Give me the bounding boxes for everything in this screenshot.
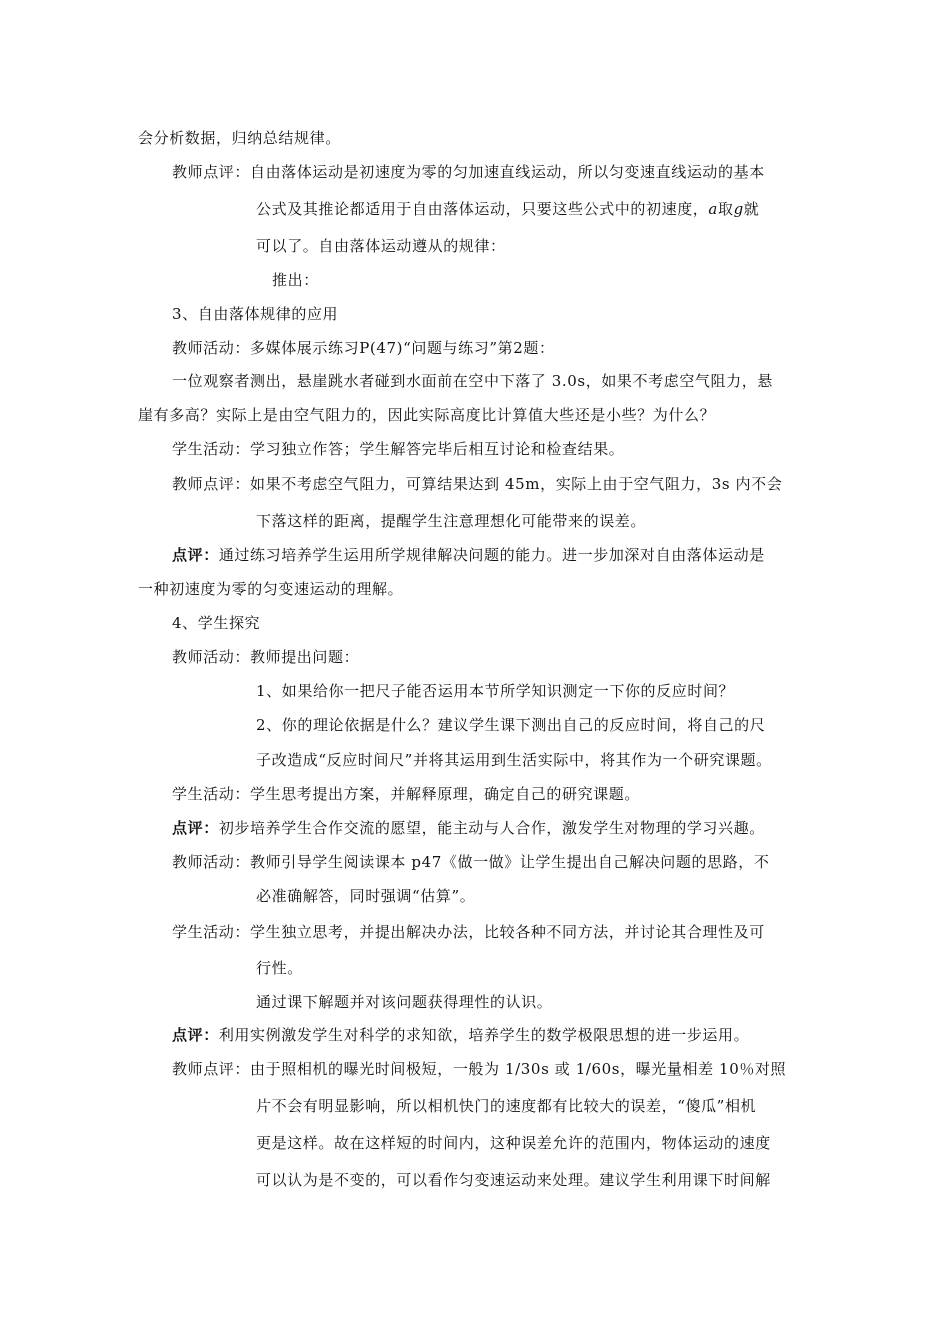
math-variable: a [708,200,718,218]
text-line: 会分析数据，归纳总结规律。 [138,129,341,147]
text-line: 子改造成“反应时间尺”并将其运用到生活实际中，将其作为一个研究课题。 [256,751,772,769]
speaker-label: 教师点评： [172,1060,251,1078]
comment-label: 点评： [172,546,219,564]
text-line: 教师活动：多媒体展示练习P(47)“问题与练习”第2题： [172,339,555,357]
comment-label: 点评： [172,1026,219,1044]
text-line: 推出： [272,271,319,289]
list-item: 1、如果给你一把尺子能否运用本节所学知识测定一下你的反应时间？ [256,682,735,700]
speaker-label: 教师点评： [172,163,251,181]
list-item: 2、你的理论依据是什么？建议学生课下测出自己的反应时间，将自己的尺 [256,716,766,734]
text-line: 可以了。自由落体运动遵从的规律： [256,237,506,255]
section-heading: 4、学生探究 [172,614,261,632]
text-line: 可以认为是不变的，可以看作匀变速运动来处理。建议学生利用课下时间解 [256,1171,771,1189]
text-line: 点评：通过练习培养学生运用所学规律解决问题的能力。进一步加深对自由落体运动是 [172,546,765,564]
text-line: 通过课下解题并对该问题获得理性的认识。 [256,993,553,1011]
text-line: 必准确解答，同时强调“估算”。 [256,887,476,905]
speaker-label: 学生活动： [172,923,251,941]
comment-label: 点评： [172,819,219,837]
section-heading: 3、自由落体规律的应用 [172,305,339,323]
text-line: 下落这样的距离，提醒学生注意理想化可能带来的误差。 [256,512,647,530]
text-line: 一位观察者测出，悬崖跳水者碰到水面前在空中下落了 3.0s，如果不考虑空气阻力，悬 [172,372,773,390]
text-line: 教师点评：由于照相机的曝光时间极短，一般为 1/30s 或 1/60s，曝光量相差 10％对照 [172,1060,787,1078]
text-line: 崖有多高？实际上是由空气阻力的，因此实际高度比计算值大些还是小些？为什么？ [138,406,716,424]
text-line: 学生活动：学生独立思考，并提出解决办法，比较各种不同方法，并讨论其合理性及可 [172,923,765,941]
text-line: 片不会有明显影响，所以相机快门的速度都有比较大的误差，“傻瓜”相机 [256,1097,757,1115]
speaker-label: 教师点评： [172,475,251,493]
speaker-label: 教师活动： [172,853,251,871]
text-line: 点评：利用实例激发学生对科学的求知欲，培养学生的数学极限思想的进一步运用。 [172,1026,750,1044]
text-line: 行性。 [256,959,303,977]
text-line: 教师活动：教师引导学生阅读课本 p47《做一做》让学生提出自己解决问题的思路，不 [172,853,770,871]
text-line: 一种初速度为零的匀变速运动的理解。 [138,580,404,598]
text-line: 教师点评：如果不考虑空气阻力，可算结果达到 45m，实际上由于空气阻力，3s 内不会 [172,475,783,493]
text-line: 学生活动：学习独立作答；学生解答完毕后相互讨论和检查结果。 [172,440,625,458]
text-line: 点评：初步培养学生合作交流的愿望，能主动与人合作，激发学生对物理的学习兴趣。 [172,819,765,837]
text-line: 教师活动：教师提出问题： [172,648,360,666]
text-line: 更是这样。故在这样短的时间内，这种误差允许的范围内，物体运动的速度 [256,1134,771,1152]
text-line: 教师点评：自由落体运动是初速度为零的匀加速直线运动，所以匀变速直线运动的基本 [172,163,765,181]
text-line: 学生活动：学生思考提出方案，并解释原理，确定自己的研究课题。 [172,785,641,803]
math-variable: g [733,200,744,218]
text-line: 公式及其推论都适用于自由落体运动，只要这些公式中的初速度，a取g就 [256,200,760,218]
